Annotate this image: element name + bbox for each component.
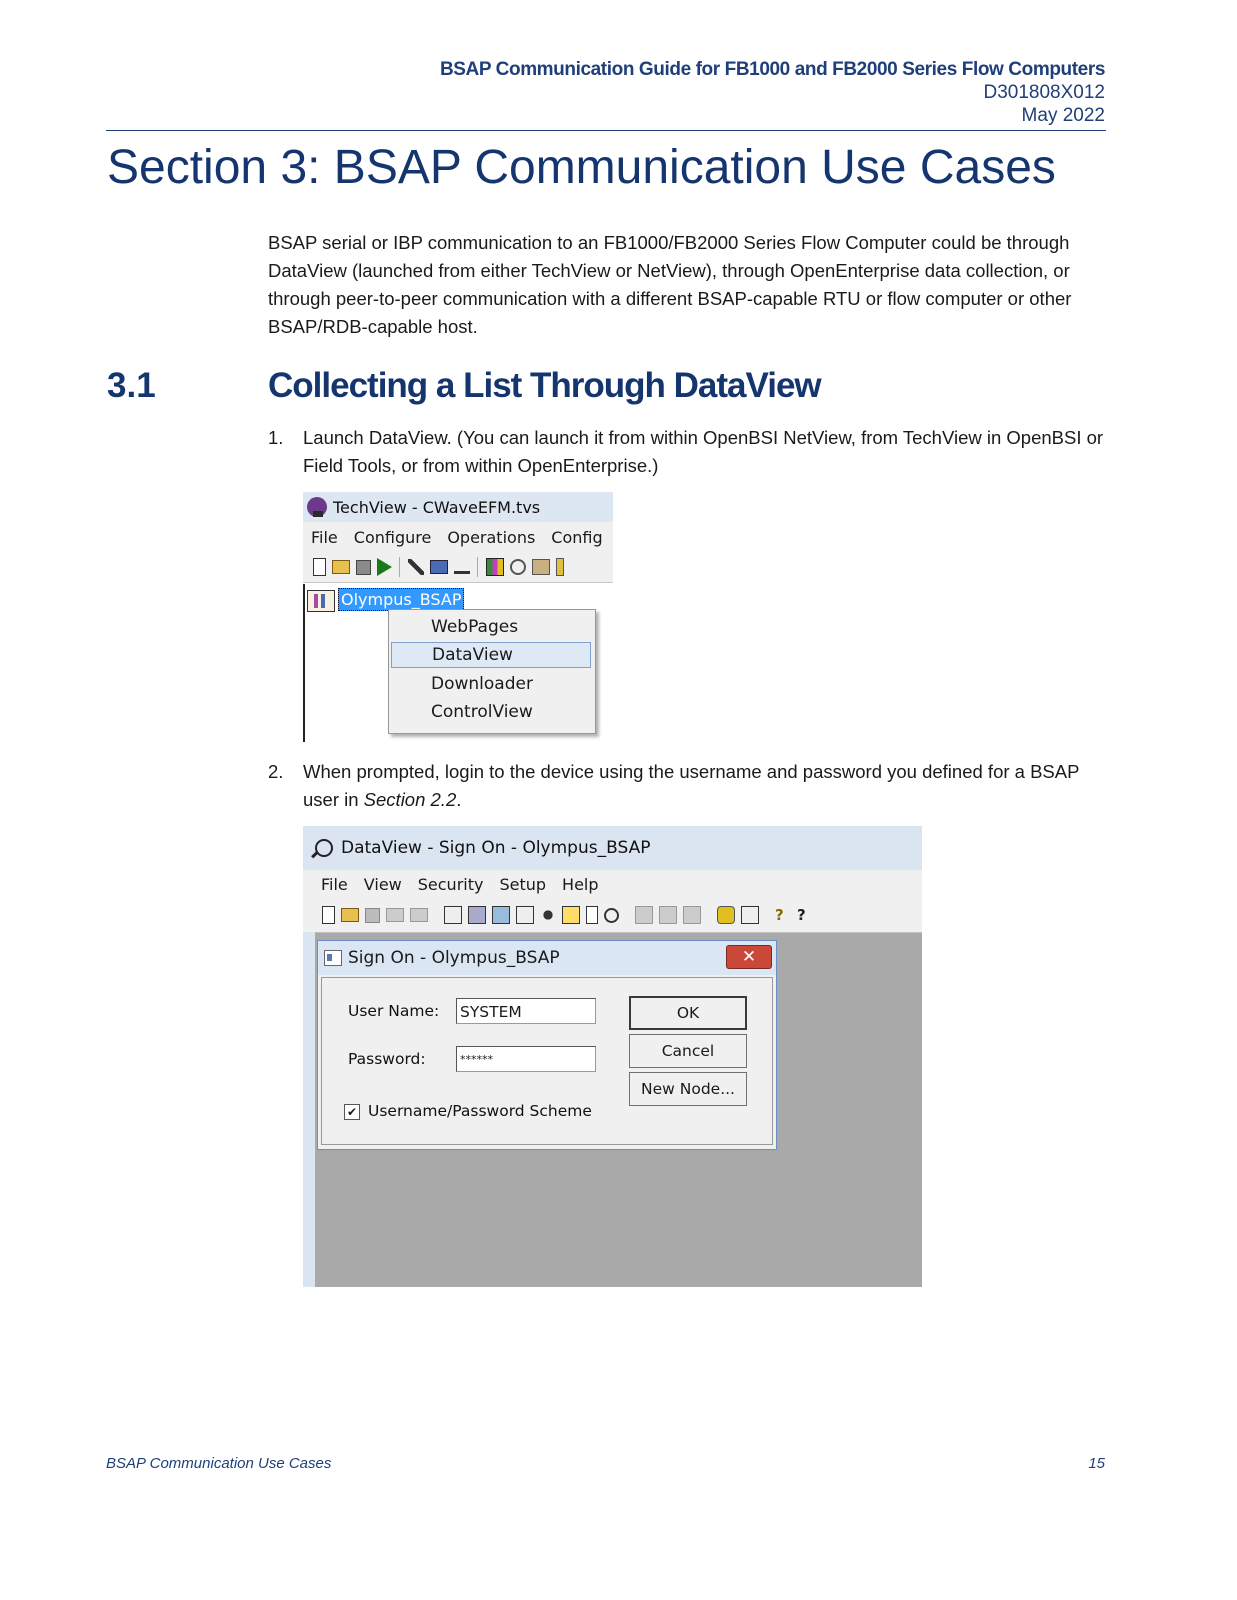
magnifier-icon bbox=[315, 839, 333, 857]
step-text: Launch DataView. (You can launch it from within OpenBSI NetView, from TechView in OpenBSI or Field Tools, or from within OpenEnterprise.) bbox=[303, 427, 1104, 476]
tree-line bbox=[303, 584, 305, 742]
new-node-button[interactable]: New Node... bbox=[629, 1072, 747, 1106]
monitor-icon[interactable] bbox=[741, 906, 759, 924]
header-rule bbox=[106, 130, 1106, 131]
header-title: BSAP Communication Guide for FB1000 and FB2000 Series Flow Computers bbox=[439, 59, 1105, 80]
open-folder-icon[interactable] bbox=[341, 908, 359, 922]
username-label: User Name: bbox=[348, 1002, 440, 1020]
binoculars-icon[interactable] bbox=[540, 907, 556, 923]
new-file-icon[interactable] bbox=[322, 906, 335, 924]
tree-node-olympus[interactable]: Olympus_BSAP bbox=[338, 588, 464, 611]
tools-icon[interactable] bbox=[408, 559, 424, 575]
techview-title: TechView - CWaveEFM.tvs bbox=[333, 497, 541, 517]
menu-file[interactable]: File bbox=[321, 874, 348, 894]
context-item-downloader[interactable]: Downloader bbox=[431, 674, 533, 694]
key-icon[interactable] bbox=[717, 906, 735, 924]
step-number: 2. bbox=[268, 761, 284, 782]
dataview-title: DataView - Sign On - Olympus_BSAP bbox=[341, 838, 651, 858]
context-item-controlview[interactable]: ControlView bbox=[431, 702, 533, 722]
controller-icon[interactable] bbox=[486, 558, 504, 576]
save-icon[interactable] bbox=[365, 908, 380, 923]
ok-button[interactable]: OK bbox=[629, 996, 747, 1030]
menu-configure[interactable]: Configure bbox=[353, 527, 432, 547]
dialog-titlebar bbox=[318, 941, 776, 975]
username-input[interactable]: SYSTEM bbox=[456, 998, 596, 1024]
toolbar-gap bbox=[625, 907, 629, 923]
dialog-icon bbox=[324, 950, 342, 966]
menu-help[interactable]: Help bbox=[562, 874, 599, 894]
list-icon[interactable] bbox=[444, 906, 462, 924]
step-number: 1. bbox=[268, 427, 284, 448]
menu-operations[interactable]: Operations bbox=[447, 527, 536, 547]
dataview-titlebar bbox=[303, 826, 922, 870]
menu-setup[interactable]: Setup bbox=[499, 874, 547, 894]
step-text: When prompted, login to the device using the username and password you defined for a BSAP user in Section 2.2. bbox=[303, 761, 1080, 810]
document-icon[interactable] bbox=[586, 906, 598, 924]
signal-icon[interactable] bbox=[454, 560, 470, 574]
password-input[interactable]: ****** bbox=[456, 1046, 596, 1072]
menu-view[interactable]: View bbox=[363, 874, 402, 894]
help-icon[interactable]: ? bbox=[775, 906, 784, 924]
close-icon[interactable]: ✕ bbox=[726, 945, 772, 969]
export-icon[interactable] bbox=[410, 908, 428, 922]
subsection-title: Collecting a List Through DataView bbox=[268, 366, 821, 405]
subsection-number: 3.1 bbox=[107, 366, 156, 405]
new-file-icon[interactable] bbox=[313, 558, 326, 576]
techview-menubar bbox=[303, 522, 613, 552]
dialog-body bbox=[321, 977, 773, 1145]
scheme-checkbox[interactable]: ✔ bbox=[344, 1104, 360, 1120]
dataview-menubar bbox=[303, 870, 922, 898]
mdi-frame bbox=[303, 932, 315, 1287]
footer-section: BSAP Communication Use Cases bbox=[106, 1455, 332, 1472]
section-reference: Section 2.2 bbox=[363, 789, 457, 810]
techview-screenshot bbox=[303, 492, 613, 742]
toolbar-separator bbox=[477, 557, 479, 577]
print-icon[interactable] bbox=[386, 908, 404, 922]
context-item-webpages[interactable]: WebPages bbox=[431, 617, 519, 637]
chat-icon[interactable] bbox=[510, 559, 526, 575]
context-menu bbox=[388, 609, 596, 734]
section-title: Section 3: BSAP Communication Use Cases bbox=[107, 141, 1056, 194]
page-icon[interactable] bbox=[516, 906, 534, 924]
techview-titlebar bbox=[303, 492, 613, 522]
table-icon[interactable] bbox=[468, 906, 486, 924]
edit-icon[interactable] bbox=[492, 906, 510, 924]
table-edit-icon[interactable] bbox=[430, 560, 448, 574]
techview-toolbar bbox=[303, 552, 613, 583]
disabled-tool-icon[interactable] bbox=[683, 906, 701, 924]
toolbar-separator bbox=[399, 557, 401, 577]
disabled-tool-icon[interactable] bbox=[635, 906, 653, 924]
zoom-icon[interactable] bbox=[604, 908, 619, 923]
menu-config[interactable]: Config bbox=[551, 527, 603, 547]
toolbar-gap bbox=[707, 907, 711, 923]
disabled-tool-icon[interactable] bbox=[659, 906, 677, 924]
section-intro: BSAP serial or IBP communication to an FB1000/FB2000 Series Flow Computer could be through DataView (launched from either TechView or NetView), through OpenEnterprise data collection, or through peer-to-peer communication with a different BSAP-capable RTU or flow computer or other BSAP/RDB-capable host. bbox=[268, 232, 1072, 337]
page-number: 15 bbox=[1088, 1455, 1105, 1472]
note-icon[interactable] bbox=[562, 906, 580, 924]
run-icon[interactable] bbox=[377, 558, 392, 576]
menu-file[interactable]: File bbox=[311, 527, 338, 547]
toolbar-gap bbox=[434, 907, 438, 923]
toolbar-gap bbox=[765, 907, 769, 923]
context-help-icon[interactable]: ? bbox=[797, 906, 806, 924]
rtu-node-icon bbox=[307, 590, 335, 612]
save-icon[interactable] bbox=[356, 560, 371, 575]
dataview-toolbar bbox=[303, 898, 922, 933]
cancel-button[interactable]: Cancel bbox=[629, 1034, 747, 1068]
menu-security[interactable]: Security bbox=[417, 874, 484, 894]
sign-on-dialog bbox=[317, 940, 777, 1150]
more-tools-icon[interactable] bbox=[556, 558, 564, 576]
step-1 bbox=[268, 424, 1113, 480]
step-2 bbox=[268, 758, 1113, 814]
password-label: Password: bbox=[348, 1050, 426, 1068]
device-icon[interactable] bbox=[532, 559, 550, 575]
techview-logo-icon bbox=[307, 497, 327, 517]
dataview-screenshot bbox=[303, 826, 922, 1287]
context-item-dataview[interactable]: DataView bbox=[391, 642, 591, 668]
header-doc-number: D301808X012 bbox=[983, 82, 1105, 103]
open-folder-icon[interactable] bbox=[332, 560, 350, 574]
dialog-title: Sign On - Olympus_BSAP bbox=[348, 948, 560, 968]
header-date: May 2022 bbox=[1021, 105, 1105, 126]
running-header bbox=[440, 58, 1105, 127]
scheme-label: Username/Password Scheme bbox=[368, 1102, 592, 1120]
